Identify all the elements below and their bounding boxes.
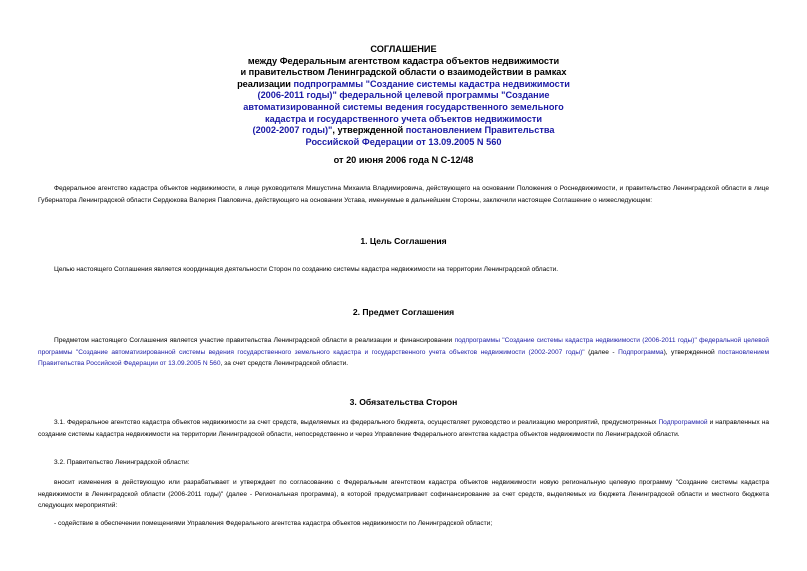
subprogram-link-part-3[interactable]: автоматизированной системы ведения государственного земельного [243, 101, 564, 112]
section-2-subprogram-link[interactable]: подпрограммы "Создание системы кадастра недвижимости (2006-2011 годы)" федеральной целевой программы "Создание автоматизированной системы ведения государственного земельного кадастра и государственного учета объектов недвижимости (2002-2007 годы)" [38, 337, 769, 356]
document-date: от 20 июня 2006 года N С-12/48 [333, 155, 474, 165]
subprogram-link-part-4[interactable]: кадастра и государственного учета объектов недвижимости [264, 113, 543, 124]
section-2-decree-link[interactable]: постановлением Правительства Российской Федерации от 13.09.2005 N 560 [38, 348, 769, 367]
section-2-text-a: Предметом настоящего Соглашения является участие правительства Ленинградской области в реализации и финансировании [54, 337, 455, 344]
title-line-8-mid: , утвержденной [332, 125, 406, 136]
section-2-text-b: (далее - [584, 348, 619, 356]
section-3-paragraph-4: - содействие в обеспечении помещениями Управления Федерального агентства кадастра объектов недвижимости по Ленинградской области; [54, 520, 493, 527]
section-1-heading: 1. Цель Соглашения [360, 236, 447, 246]
document-header [0, 44, 807, 148]
section-2-text [38, 335, 769, 370]
subprogram-link-part-5[interactable]: (2002-2007 годы)" [252, 125, 333, 136]
section-2-subprogram-short-link[interactable]: Подпрограмма [618, 348, 664, 356]
section-3-p1-b: и направленных на создание системы кадастра недвижимости на территории Ленинградской области, непосредственно и через Управление Федерального агентства кадастра объектов недвижимости по Ленинградской области. [38, 419, 770, 438]
section-3-p1-a: 3.1. Федеральное агентство кадастра объектов недвижимости за счет средств, выделяемых из федерального бюджета, осуществляет руководство и реализацию мероприятий, предусмотренных [54, 419, 659, 426]
section-2-heading: 2. Предмет Соглашения [352, 307, 455, 317]
intro-paragraph: Федеральное агентство кадастра объектов недвижимости, в лице руководителя Мишустина Михаила Владимировича, действующего на основании Положения о Роснедвижимости, и правительство Ленинградской области в лице Губернатора Ленинградской области Сердюкова Валерия Павловича, действующего на основании Устава, именуемые в дальнейшем Стороны, заключили настоящее Соглашение о нижеследующем: [38, 185, 769, 204]
section-3-paragraph-3: вносит изменения в действующую или разрабатывает и утверждает по согласованию с Федеральным агентством кадастра объектов недвижимости новую региональную целевую программу "Создание системы кадастра недвижимости в Ленинградской области (2006-2011 годы)" (далее - Региональная программа), в которой предусматривает софинансирование за счет средств, выделяемых из бюджета Ленинградской области и местного бюджета следующих мероприятий: [38, 479, 769, 509]
title-line-2: и правительством Ленинградской области о взаимодействии в рамках [240, 67, 567, 78]
section-3-paragraph-2: 3.2. Правительство Ленинградской области: [54, 459, 190, 466]
section-3-paragraph-1 [38, 417, 769, 440]
decree-link-part-1[interactable]: постановлением Правительства [405, 125, 555, 136]
section-2-text-c: ), утвержденной [663, 348, 719, 356]
section-2-text-d: , за счет средств Ленинградской области. [220, 360, 349, 367]
section-3-subprogram-link[interactable]: Подпрограммой [658, 419, 708, 426]
section-3-heading: 3. Обязательства Сторон [349, 397, 458, 407]
document-title: СОГЛАШЕНИЕ [370, 44, 437, 54]
section-1-text: Целью настоящего Соглашения является координация деятельности Сторон по созданию системы кадастра недвижимости на территории Ленинградской области. [54, 266, 559, 273]
title-line-1: между Федеральным агентством кадастра объектов недвижимости [247, 55, 560, 66]
title-line-8 [0, 125, 807, 137]
subprogram-link-part-1[interactable]: подпрограммы "Создание системы кадастра недвижимости [293, 78, 570, 89]
title-line-3-prefix: реализации [237, 78, 294, 89]
decree-link-part-2[interactable]: Российской Федерации от 13.09.2005 N 560 [305, 136, 502, 147]
title-line-3 [0, 79, 807, 91]
subprogram-link-part-2[interactable]: (2006-2011 годы)" федеральной целевой программы "Создание [257, 90, 550, 101]
